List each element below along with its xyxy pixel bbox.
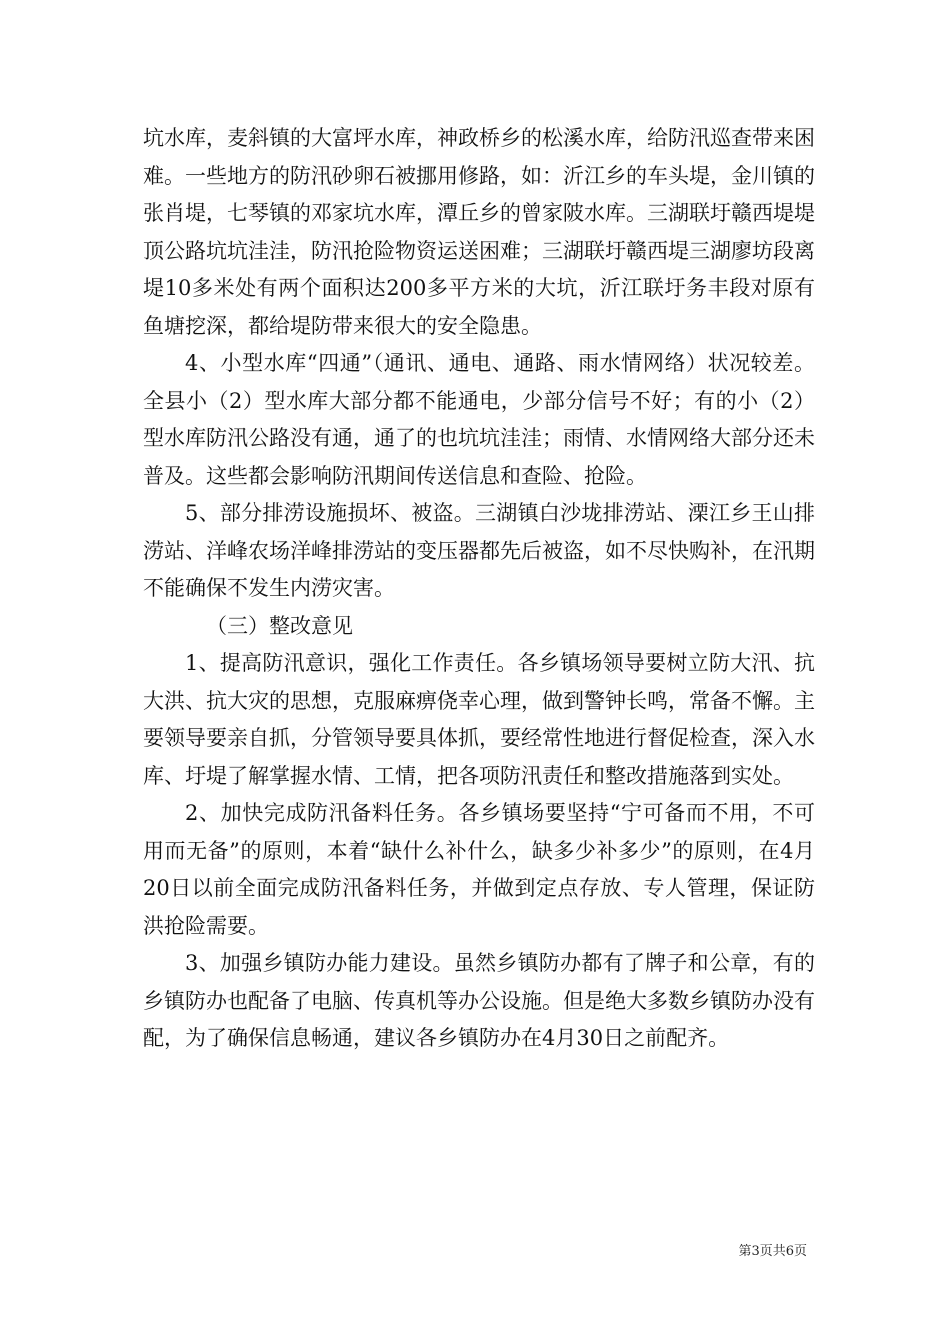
paragraph-materials: 2、加快完成防汛备料任务。各乡镇场要坚持“宁可备而不用，不可用而无备”的原则，本着“缺什么补什么，缺多少补多少”的原则，在4月20日以前全面完成防汛备料任务，并做到定点存放、专人管理，保证防洪抢险需要。	[143, 801, 815, 938]
document-body	[143, 120, 815, 1058]
paragraph-continuation: 坑水库，麦斜镇的大富坪水库，神政桥乡的松溪水库，给防汛巡查带来困难。一些地方的防汛砂卵石被挪用修路，如：沂江乡的车头堤，金川镇的张肖堤，七琴镇的邓家坑水库，潭丘乡的曾家陂水库。三湖联圩赣西堤堤顶公路坑坑洼洼，防汛抢险物资运送困难；三湖联圩赣西堤三湖廖坊段离堤10多米处有两个面积达200多平方米的大坑，沂江联圩务丰段对原有鱼塘挖深，都给堤防带来很大的安全隐患。	[143, 126, 815, 338]
paragraph-awareness: 1、提高防汛意识，强化工作责任。各乡镇场领导要树立防大汛、抗大洪、抗大灾的思想，克服麻痹侥幸心理，做到警钟长鸣，常备不懈。主要领导要亲自抓，分管领导要具体抓，要经常性地进行督促检查，深入水库、圩堤了解掌握水情、工情，把各项防汛责任和整改措施落到实处。	[143, 651, 815, 788]
paragraph-drainage-facilities: 5、部分排涝设施损坏、被盗。三湖镇白沙垅排涝站、溧江乡王山排涝站、洋峰农场洋峰排涝站的变压器都先后被盗，如不尽快购补，在汛期不能确保不发生内涝灾害。	[143, 501, 815, 600]
page-number-footer: 第3页共6页	[738, 1244, 807, 1259]
paragraph-four-access: 4、小型水库“四通”（通讯、通电、通路、雨水情网络）状况较差。全县小（2）型水库大部分都不能通电，少部分信号不好；有的小（2）型水库防汛公路没有通，通了的也坑坑洼洼；雨情、水情网络大部分还未普及。这些都会影响防汛期间传送信息和查险、抢险。	[143, 351, 815, 488]
paragraph-capacity: 3、加强乡镇防办能力建设。虽然乡镇防办都有了牌子和公章，有的乡镇防办也配备了电脑、传真机等办公设施。但是绝大多数乡镇防办没有配，为了确保信息畅通，建议各乡镇防办在4月30日之前配齐。	[143, 951, 815, 1050]
section-heading-rectification: （三）整改意见	[206, 613, 353, 638]
